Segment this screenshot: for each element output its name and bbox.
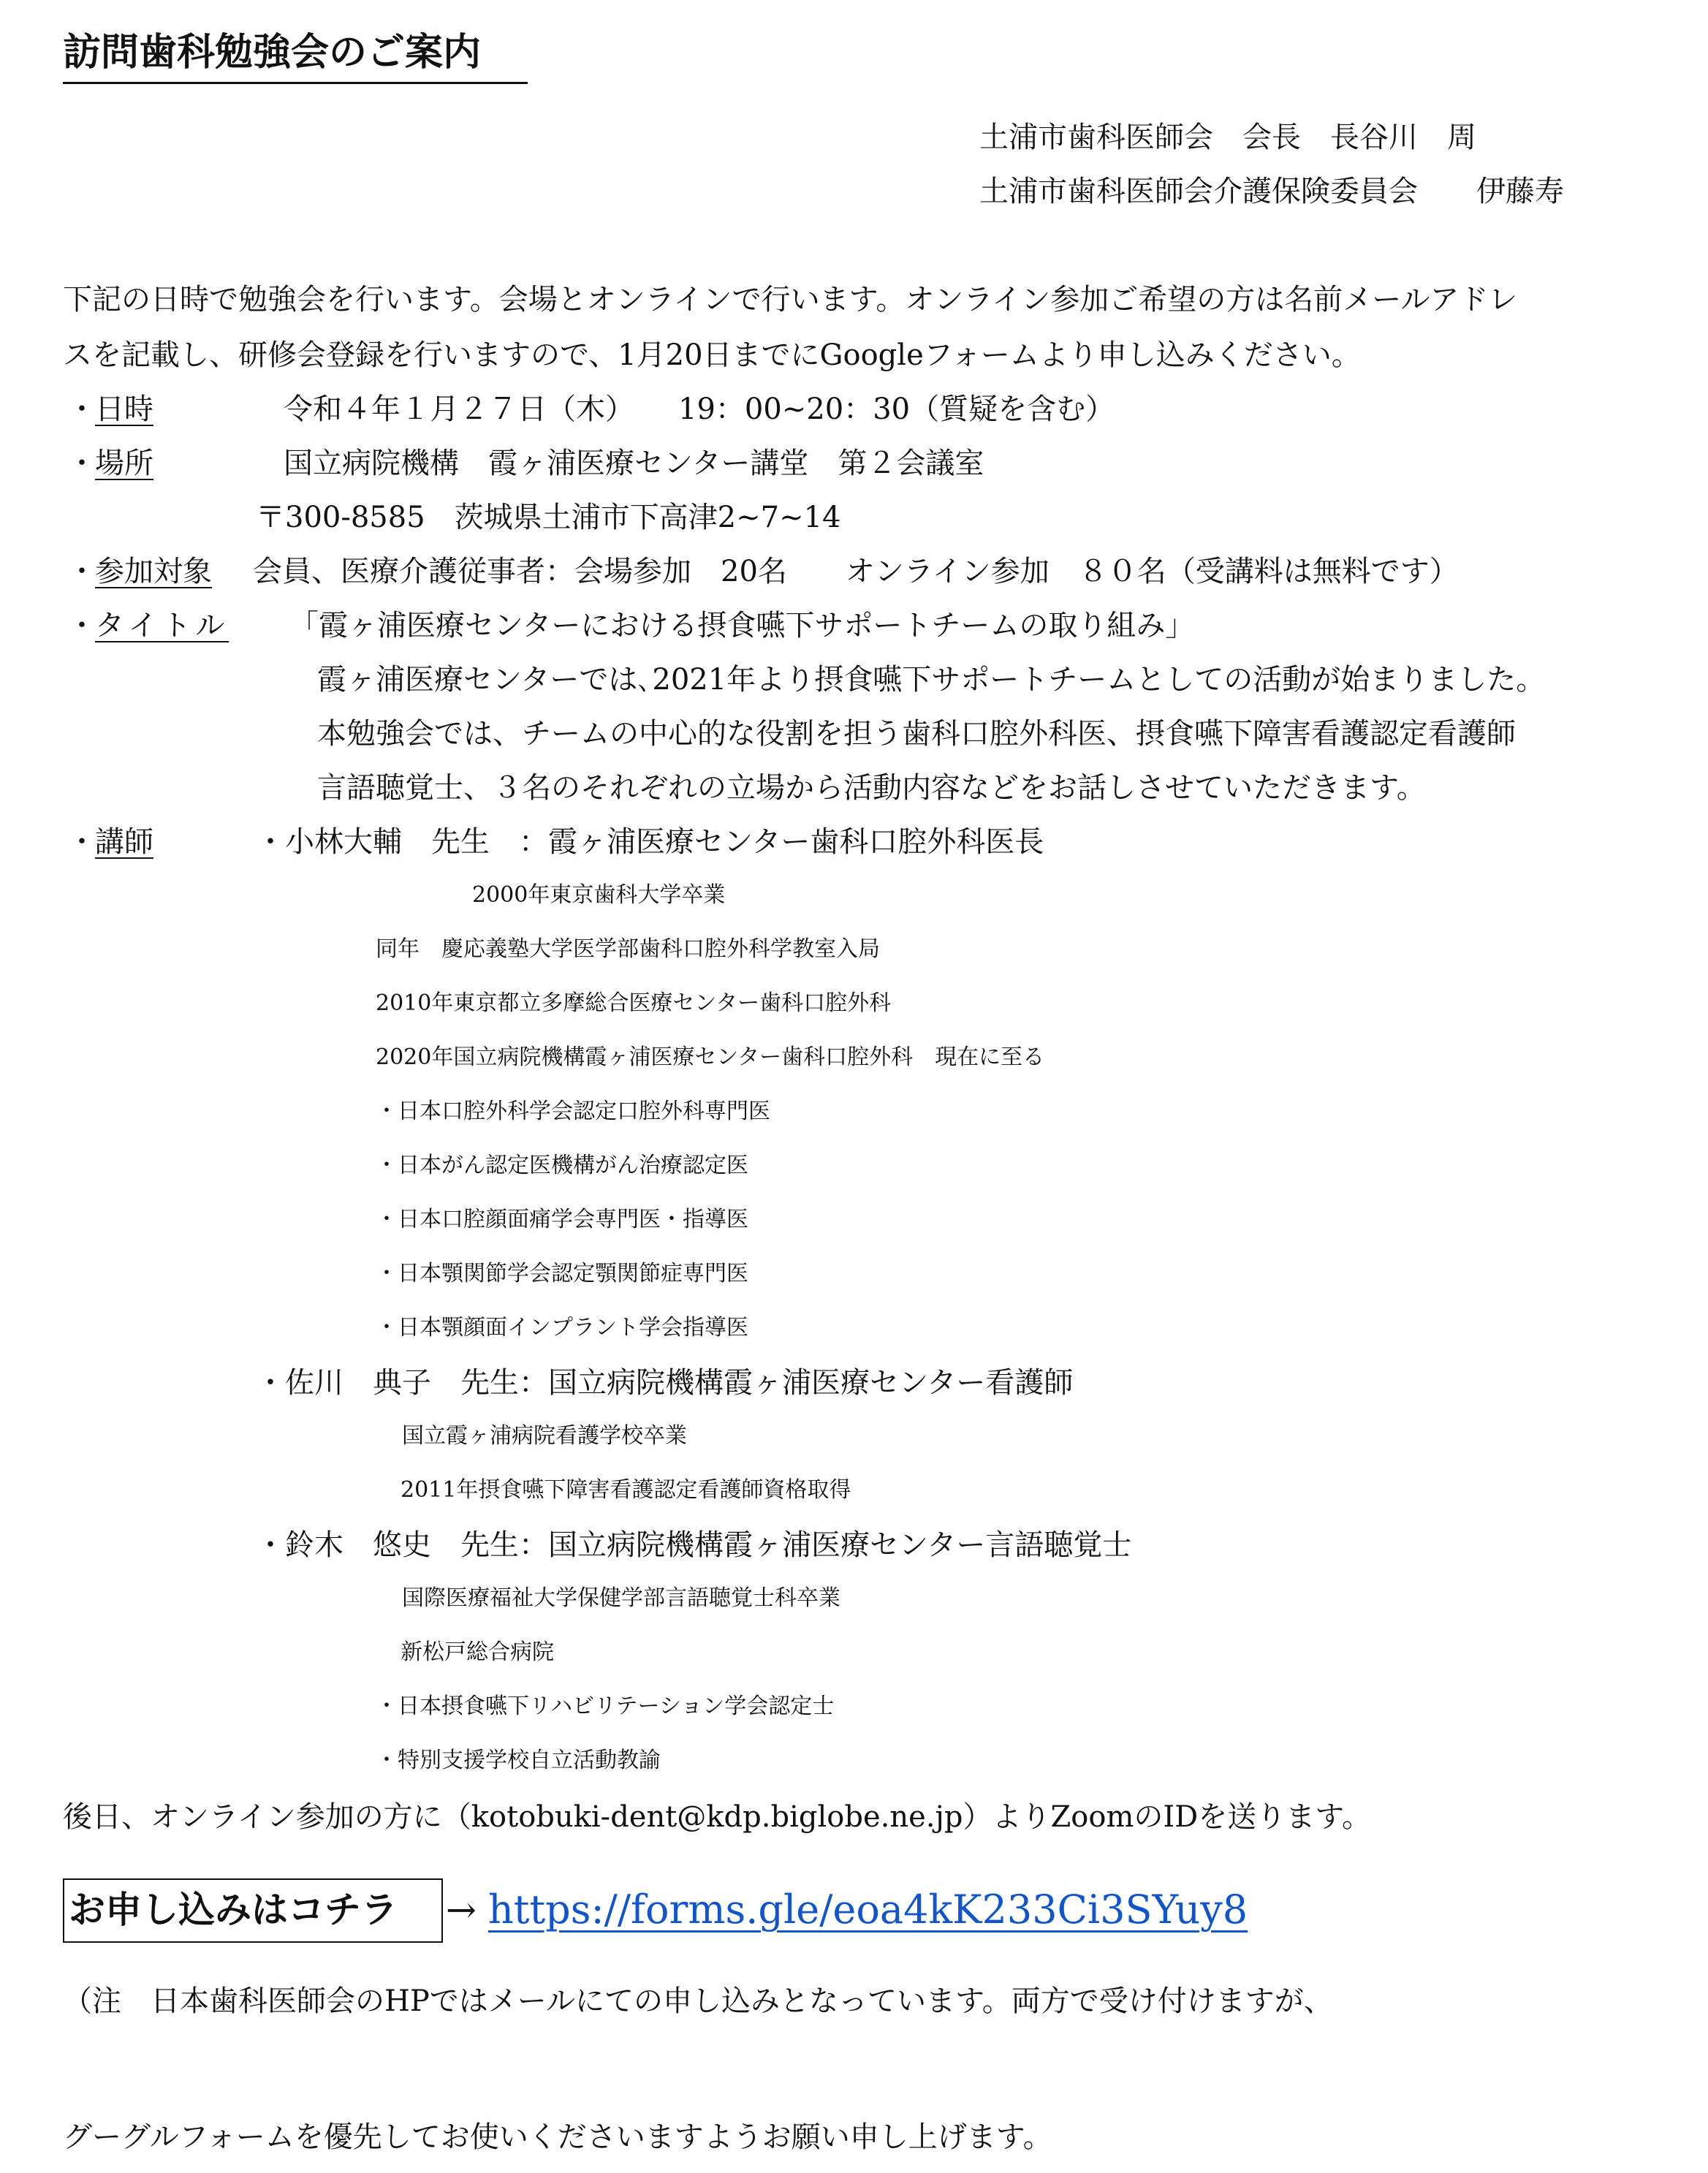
date-value: 令和４年１月２７日（木） 19：00~20：30（質疑を含む） — [284, 392, 1115, 426]
subject-description-3: 言語聴覚士、３名のそれぞれの立場から活動内容などをお話しさせていただきます。 — [317, 771, 1426, 805]
zoom-note: 後日、オンライン参加の方に（kotobuki-dent@kdp.biglobe.ne.jp）よりZoomのIDを送ります。 — [63, 1800, 1372, 1834]
target-value: 会員、医療介護従事者：会場参加 20名 オンライン参加 ８０名（受講料は無料です） — [253, 555, 1459, 588]
lecturer-3-heading: ・鈴木 悠史 先生：国立病院機構霞ヶ浦医療センター言語聴覚士 — [256, 1528, 1132, 1562]
lecturer-3-career: 新松戸総合病院 — [401, 1639, 554, 1665]
bullet: ・ — [67, 825, 96, 859]
bullet: ・ — [67, 555, 96, 588]
subject-label: タイトル — [95, 609, 229, 642]
place-value: 国立病院機構 霞ヶ浦医療センター講堂 第２会議室 — [284, 447, 984, 480]
place-label: 場所 — [95, 447, 153, 480]
lecturer-1-career: 同年 慶応義塾大学医学部歯科口腔外科学教室入局 — [376, 936, 880, 962]
lecturer-1-qualification: ・日本顎顔面インプラント学会指導医 — [376, 1315, 748, 1340]
lecturer-1-career: 2010年東京都立多摩総合医療センター歯科口腔外科 — [376, 990, 892, 1016]
page-title: 訪問歯科勉強会のご案内 — [63, 30, 482, 75]
lecturer-2-heading: ・佐川 典子 先生：国立病院機構霞ヶ浦医療センター看護師 — [256, 1366, 1074, 1400]
sender-line-2: 土浦市歯科医師会介護保険委員会 伊藤寿 — [979, 175, 1564, 208]
lecturer-3-qualification: ・特別支援学校自立活動教諭 — [376, 1748, 661, 1773]
lecturer-1-qualification: ・日本口腔顔面痛学会専門医・指導医 — [376, 1207, 748, 1232]
target-label: 参加対象 — [95, 555, 212, 588]
lecturer-1-career: 2000年東京歯科大学卒業 — [472, 882, 726, 908]
google-form-link[interactable]: https://forms.gle/eoa4kK233Ci3SYuy8 — [488, 1886, 1248, 1933]
date-label: 日時 — [95, 392, 153, 426]
apply-label: お申し込みはコチラ — [69, 1888, 398, 1931]
footnote-line-1: （注 日本歯科医師会のHPではメールにての申し込みとなっています。両方で受け付けますが、 — [63, 1984, 1333, 2018]
arrow-right-icon: → — [446, 1889, 477, 1931]
lecturer-3-qualification: ・日本摂食嚥下リハビリテーション学会認定士 — [376, 1694, 835, 1719]
lecturers-label: 講師 — [95, 825, 153, 859]
lecturer-1-qualification: ・日本顎関節学会認定顎関節症専門医 — [376, 1261, 748, 1286]
lecturer-3-career: 国際医療福祉大学保健学部言語聴覚士科卒業 — [402, 1585, 840, 1611]
place-address: 〒300-8585 茨城県土浦市下高津2~7~14 — [256, 501, 841, 534]
subject-value: 「霞ヶ浦医療センターにおける摂食嚥下サポートチームの取り組み」 — [289, 609, 1195, 642]
subject-description-1: 霞ヶ浦医療センターでは､2021年より摂食嚥下サポートチームとしての活動が始まりました。 — [317, 663, 1546, 697]
lecturer-2-career: 2011年摂食嚥下障害看護認定看護師資格取得 — [401, 1477, 851, 1503]
footnote-line-2: グーグルフォームを優先してお使いくださいますようお願い申し上げます。 — [63, 2120, 1052, 2154]
lecturer-1-qualification: ・日本がん認定医機構がん治療認定医 — [376, 1153, 748, 1178]
lecturer-1-career: 2020年国立病院機構霞ヶ浦医療センター歯科口腔外科 現在に至る — [376, 1044, 1045, 1070]
title-underline — [63, 82, 528, 84]
lecturer-1-heading: ・小林大輔 先生 ：霞ヶ浦医療センター歯科口腔外科医長 — [256, 825, 1044, 859]
sender-line-1: 土浦市歯科医師会 会長 長谷川 周 — [979, 121, 1476, 154]
intro-line-1: 下記の日時で勉強会を行います。会場とオンラインで行います。オンライン参加ご希望の方は名前メールアドレ — [63, 283, 1518, 316]
subject-description-2: 本勉強会では、チームの中心的な役割を担う歯科口腔外科医、摂食嚥下障害看護認定看護師 — [317, 717, 1516, 751]
intro-line-2: スを記載し、研修会登録を行いますので、1月20日までにGoogleフォームより申し込みください。 — [63, 338, 1361, 372]
bullet: ・ — [67, 447, 96, 480]
lecturer-1-qualification: ・日本口腔外科学会認定口腔外科専門医 — [376, 1099, 770, 1124]
bullet: ・ — [67, 392, 96, 426]
bullet: ・ — [67, 609, 96, 642]
lecturer-2-career: 国立霞ヶ浦病院看護学校卒業 — [402, 1423, 687, 1449]
